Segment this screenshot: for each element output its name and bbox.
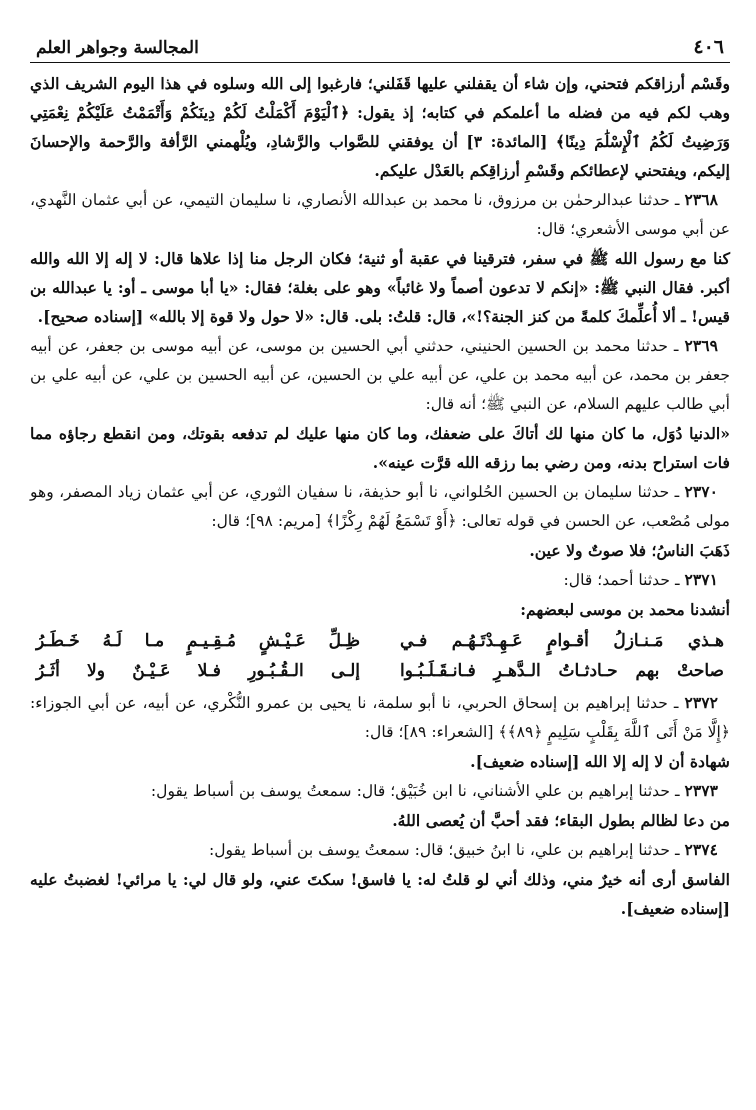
isnad-text: ـ حدثنا إبراهيم بن علي الأشناني، نا ابن خُبَيْق؛ قال: سمعتُ يوسف بن أسباط يقول: xyxy=(150,782,680,800)
hadith-isnad xyxy=(30,185,730,244)
hadith-matn: من دعا لظالم بطول البقاء؛ فقد أحبَّ أن يُعصى اللهُ. xyxy=(392,811,730,830)
hadith-number: ٢٣٦٩ xyxy=(684,336,718,355)
hadith-matn: كنا مع رسول الله ﷺ في سفر، فترقينا في عقبة أو ثنية؛ فكان الرجل منا إذا علاها قال: لا إله إلا الله والله أكبر. فقال النبي ﷺ: «إنكم لا تدعون أصماً ولا غائباً» وهو على بغلة؛ فقال: «يا أبا موسى ـ أو: يا عبدالله بن قيس! ـ ألا أُعلِّمكَ كلمةً من كنز الجنة؟!»، قال: قلتُ: بلى. قال: «لا حول ولا قوة إلا بالله» [إسناده صحيح]. xyxy=(30,249,730,326)
hadith-number: ٢٣٧٠ xyxy=(684,482,718,501)
hadith-isnad xyxy=(30,477,730,536)
book-title: المجالسة وجواهر العلم xyxy=(36,38,199,58)
hadith-matn: ذَهَبَ الناسُ؛ فلا صوتٌ ولا عين. xyxy=(529,541,730,560)
hadith-number: ٢٣٧٤ xyxy=(684,840,718,859)
poem-verses xyxy=(30,624,730,688)
hadith-isnad xyxy=(30,688,730,747)
hadith-matn: وقَسْم أرزاقكم فتحني، وإن شاء أن يقفلني عليها قَفَلني؛ فارغبوا إلى الله وسلوه في هذا اليوم الشريف الذي وهب لكم فيه من فضله ما أعلمكم في كتابه؛ إذ يقول: ﴿ٱلْيَوْمَ أَكْمَلْتُ لَكُمْ دِينَكُمْ وَأَتْمَمْتُ عَلَيْكُمْ نِعْمَتِي وَرَضِيتُ لَكُمُ ٱلْإِسْلَٰمَ دِينًا﴾ [المائدة: ٣] أن يوفقني للصَّواب والرَّشادِ، ويُلْهمني الرَّأفة والرَّحمة والإحسانَ إليكم، ويفتحني لإعطائكم وقَسْمِ أرزاقِكم بالعَدْل عليكم. xyxy=(30,74,730,180)
poem-second-hemistich: ظِـلِّ عَـيْـشٍ مُـقِـيـمٍ مـا لَـهُ خَـطَـرُ xyxy=(36,631,360,651)
hadith-matn: «الدنيا دُوَل، ما كان منها لك أتاكَ على ضعفك، وما كان منها عليك لم تدفعه بقوتك، ومن انقطع رجاؤه مما فات استراح بدنه، ومن رضي بما رزقه الله قرَّت عينه». xyxy=(30,424,730,472)
isnad-text: ـ حدثنا إبراهيم بن علي، نا ابنُ خبيق؛ قال: سمعتُ يوسف بن أسباط يقول: xyxy=(208,841,680,859)
hadith-number: ٢٣٧١ xyxy=(684,570,718,589)
hadith-isnad xyxy=(30,565,730,595)
hadith-matn: أنشدنا محمد بن موسى لبعضهم: xyxy=(520,600,730,619)
poem-first-hemistich: هـذي مَـنـازلُ أقـوامٍ عَـهِـدْتَـهُـم فـي xyxy=(400,631,724,651)
isnad-text: ـ حدثنا محمد بن الحسين الحنيني، حدثني أبي الحسين بن موسى، عن أبيه موسى بن جعفر، عن أبيه جعفر بن محمد، عن أبيه محمد بن علي، عن أبيه علي بن الحسين، عن أبيه الحسين بن علي، عن أبيه علي بن أبي طالب عليهم السلام، عن النبي ﷺ؛ أنه قال: xyxy=(30,337,730,413)
isnad-text: ـ حدثنا إبراهيم بن إسحاق الحربي، نا أبو سلمة، نا يحيى بن عمرو النُّكْري، عن أبيه، عن أبي الجوزاء: ﴿إِلَّا مَنْ أَتَى ٱللَّهَ بِقَلْبٍ سَلِيمٍ ﴿٨٩﴾﴾ [الشعراء: ٨٩]؛ قال: xyxy=(30,694,730,741)
hadith-isnad xyxy=(30,776,730,806)
hadith-isnad xyxy=(30,835,730,865)
hadith-matn: شهادة أن لا إله إلا الله [إسناده ضعيف]. xyxy=(470,752,730,771)
isnad-text: ـ حدثنا عبدالرحمٰن بن مرزوق، نا محمد بن عبدالله الأنصاري، نا سليمان التيمي، عن أبي عثمان النَّهدي، عن أبي موسى الأشعري؛ قال: xyxy=(30,191,730,238)
hadith-number: ٢٣٧٣ xyxy=(684,781,718,800)
hadith-isnad xyxy=(30,331,730,419)
page-body xyxy=(30,69,730,923)
page-number: ٤٠٦ xyxy=(693,36,724,58)
poem-second-hemistich: إلـى الـقُـبُـورِ فـلا عَـيْـنٌ ولا أثَـرُ xyxy=(36,661,360,681)
running-header xyxy=(30,36,730,63)
hadith-number: ٢٣٧٢ xyxy=(684,693,718,712)
hadith-number: ٢٣٦٨ xyxy=(684,190,718,209)
poem-first-hemistich: صاحتْ بهم حـادثـاتُ الـدَّهـرِ فـانـقَـلَـبُـوا xyxy=(400,661,724,681)
hadith-matn: الفاسق أرى أنه خيرٌ مني، وذلك أني لو قلتُ له: يا فاسق! سكتَ عني، ولو قال لي: يا مرائي! لغضبتُ عليه [إسناده ضعيف]. xyxy=(30,870,730,918)
isnad-text: ـ حدثنا سليمان بن الحسين الحُلواني، نا أبو حذيفة، نا سفيان الثوري، عن أبي عثمان زياد المصفر، وهو مولى مُصْعب، عن الحسن في قوله تعالى: ﴿أَوْ تَسْمَعُ لَهُمْ رِكْزًا﴾ [مريم: ٩٨]؛ قال: xyxy=(30,483,730,530)
isnad-text: ـ حدثنا أحمد؛ قال: xyxy=(563,571,680,589)
